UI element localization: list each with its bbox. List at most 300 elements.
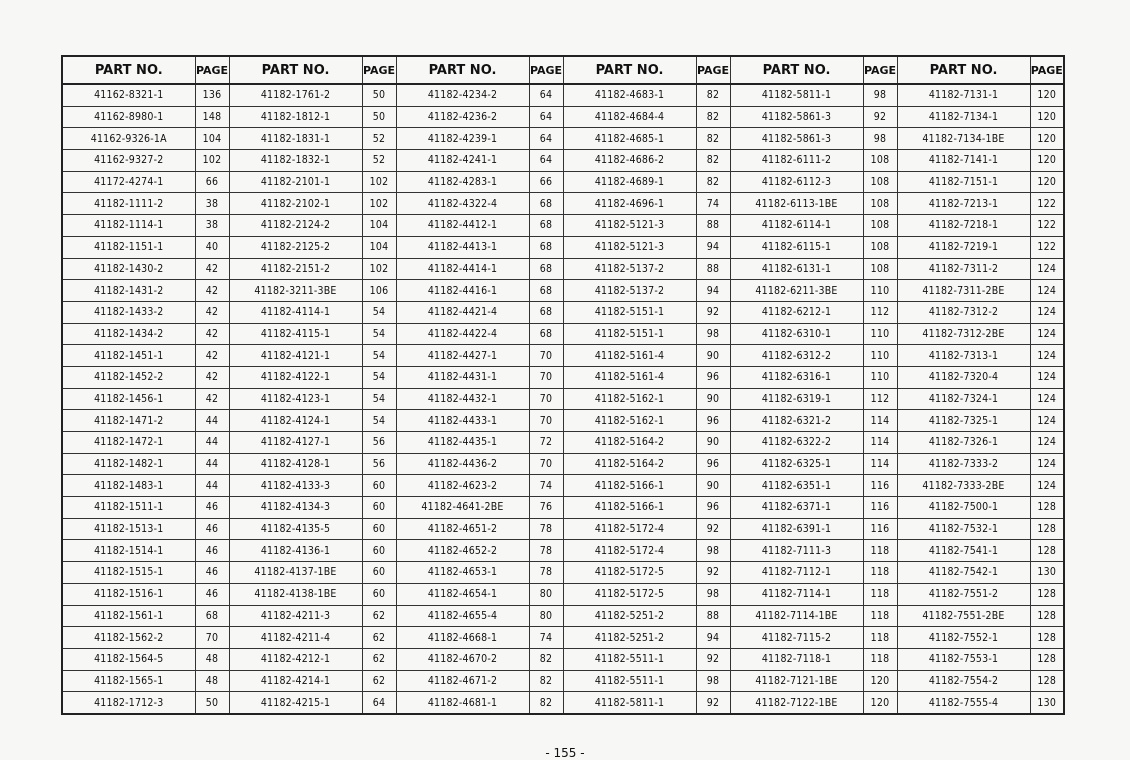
page-cell: 46 — [195, 562, 229, 584]
page-cell: 114 — [863, 410, 897, 432]
part-no-cell: 41182-6112-3 — [730, 171, 863, 193]
part-no-cell: 41162-9326-1A — [62, 128, 195, 150]
page-column-header: PAGE — [195, 56, 229, 84]
part-no-cell: 41182-6391-1 — [730, 518, 863, 540]
page-cell: 70 — [529, 366, 563, 388]
table-row — [62, 128, 1064, 150]
part-no-cell: 41172-4274-1 — [62, 171, 195, 193]
page-cell: 94 — [696, 627, 730, 649]
part-no-cell: 41182-7333-2BE — [897, 475, 1030, 497]
part-no-cell: 41162-9327-2 — [62, 150, 195, 172]
table-row — [62, 345, 1064, 367]
page-cell: 102 — [362, 258, 396, 280]
page-cell: 96 — [696, 453, 730, 475]
part-no-cell: 41182-7326-1 — [897, 432, 1030, 454]
page-cell: 124 — [1030, 258, 1064, 280]
page-cell: 102 — [362, 193, 396, 215]
page-cell: 74 — [529, 475, 563, 497]
part-no-cell: 41182-4128-1 — [229, 453, 362, 475]
page-cell: 128 — [1030, 497, 1064, 519]
part-no-cell: 41182-7112-1 — [730, 562, 863, 584]
table-row — [62, 627, 1064, 649]
table-row — [62, 432, 1064, 454]
page-cell: 88 — [696, 258, 730, 280]
part-no-cell: 41182-4234-2 — [396, 84, 529, 106]
page-cell: 118 — [863, 605, 897, 627]
part-no-cell: 41182-6131-1 — [730, 258, 863, 280]
part-no-cell: 41182-2102-1 — [229, 193, 362, 215]
table-row — [62, 150, 1064, 172]
page-cell: 98 — [696, 540, 730, 562]
part-no-cell: 41182-7134-1 — [897, 106, 1030, 128]
page-cell: 98 — [696, 583, 730, 605]
table-row — [62, 323, 1064, 345]
part-no-cell: 41182-7500-1 — [897, 497, 1030, 519]
page-cell: 60 — [362, 518, 396, 540]
part-no-cell: 41182-7131-1 — [897, 84, 1030, 106]
page-cell: 68 — [529, 258, 563, 280]
part-no-cell: 41182-5811-1 — [730, 84, 863, 106]
part-no-cell: 41182-5251-2 — [563, 605, 696, 627]
page-cell: 94 — [696, 280, 730, 302]
part-no-cell: 41182-5137-2 — [563, 280, 696, 302]
part-no-cell: 41182-7551-2 — [897, 583, 1030, 605]
page-cell: 68 — [529, 236, 563, 258]
part-no-cell: 41182-3211-3BE — [229, 280, 362, 302]
page-cell: 92 — [863, 106, 897, 128]
part-no-cell: 41182-4696-1 — [563, 193, 696, 215]
page-cell: 70 — [529, 410, 563, 432]
page-cell: 90 — [696, 475, 730, 497]
page-cell: 74 — [529, 627, 563, 649]
page-cell: 114 — [863, 453, 897, 475]
part-no-cell: 41182-4211-4 — [229, 627, 362, 649]
page-cell: 78 — [529, 518, 563, 540]
part-no-cell: 41182-5251-2 — [563, 627, 696, 649]
table-row — [62, 366, 1064, 388]
part-no-cell: 41182-7151-1 — [897, 171, 1030, 193]
table-row — [62, 410, 1064, 432]
page-cell: 106 — [362, 280, 396, 302]
part-no-cell: 41182-1433-2 — [62, 301, 195, 323]
part-no-cell: 41182-4670-2 — [396, 648, 529, 670]
part-no-cell: 41182-4685-1 — [563, 128, 696, 150]
part-no-cell: 41182-4416-1 — [396, 280, 529, 302]
part-no-cell: 41182-7312-2 — [897, 301, 1030, 323]
part-no-cell: 41182-1111-2 — [62, 193, 195, 215]
page-cell: 38 — [195, 193, 229, 215]
page-cell: 120 — [1030, 171, 1064, 193]
page-cell: 70 — [195, 627, 229, 649]
part-no-cell: 41182-1513-1 — [62, 518, 195, 540]
page-cell: 128 — [1030, 670, 1064, 692]
page-cell: 54 — [362, 323, 396, 345]
part-no-cell: 41182-1712-3 — [62, 692, 195, 714]
page-cell: 88 — [696, 215, 730, 237]
table-row — [62, 301, 1064, 323]
part-no-cell: 41182-5172-5 — [563, 583, 696, 605]
part-no-cell: 41182-6211-3BE — [730, 280, 863, 302]
page-cell: 128 — [1030, 540, 1064, 562]
page-cell: 64 — [529, 150, 563, 172]
part-no-cell: 41182-5137-2 — [563, 258, 696, 280]
page-cell: 98 — [863, 128, 897, 150]
part-no-cell: 41182-1482-1 — [62, 453, 195, 475]
page-cell: 92 — [696, 648, 730, 670]
page-cell: 110 — [863, 323, 897, 345]
part-no-cell: 41182-4236-2 — [396, 106, 529, 128]
part-no-cell: 41182-4283-1 — [396, 171, 529, 193]
page-cell: 96 — [696, 410, 730, 432]
part-no-cell: 41182-7134-1BE — [897, 128, 1030, 150]
page-cell: 60 — [362, 475, 396, 497]
part-no-cell: 41182-1511-1 — [62, 497, 195, 519]
part-no-cell: 41182-5162-1 — [563, 410, 696, 432]
page-cell: 82 — [696, 128, 730, 150]
page-cell: 44 — [195, 453, 229, 475]
page-cell: 108 — [863, 171, 897, 193]
page-cell: 96 — [696, 497, 730, 519]
part-no-cell: 41182-6111-2 — [730, 150, 863, 172]
part-no-cell: 41182-2101-1 — [229, 171, 362, 193]
table-row — [62, 540, 1064, 562]
page-cell: 42 — [195, 345, 229, 367]
page-cell: 52 — [362, 150, 396, 172]
page-cell: 124 — [1030, 432, 1064, 454]
part-no-cell: 41182-5162-1 — [563, 388, 696, 410]
part-no-cell: 41182-4239-1 — [396, 128, 529, 150]
page-cell: 52 — [362, 128, 396, 150]
page-cell: 108 — [863, 258, 897, 280]
page-cell: 54 — [362, 366, 396, 388]
page-column-header: PAGE — [362, 56, 396, 84]
part-no-cell: 41182-7213-1 — [897, 193, 1030, 215]
part-no-cell: 41182-2124-2 — [229, 215, 362, 237]
part-no-cell: 41182-5151-1 — [563, 301, 696, 323]
page-cell: 98 — [696, 670, 730, 692]
page-cell: 42 — [195, 388, 229, 410]
part-no-cell: 41182-7219-1 — [897, 236, 1030, 258]
page-cell: 120 — [1030, 106, 1064, 128]
part-no-cell: 41182-4427-1 — [396, 345, 529, 367]
page-cell: 66 — [529, 171, 563, 193]
page-cell: 82 — [696, 106, 730, 128]
page-cell: 50 — [362, 84, 396, 106]
table-row — [62, 84, 1064, 106]
page-cell: 62 — [362, 648, 396, 670]
part-no-cell: 41182-4689-1 — [563, 171, 696, 193]
page-cell: 56 — [362, 432, 396, 454]
table-row — [62, 648, 1064, 670]
table-row — [62, 280, 1064, 302]
page-cell: 124 — [1030, 388, 1064, 410]
part-no-cell: 41182-7552-1 — [897, 627, 1030, 649]
part-no-cell: 41182-7325-1 — [897, 410, 1030, 432]
page-cell: 110 — [863, 280, 897, 302]
page-cell: 128 — [1030, 648, 1064, 670]
part-no-cell: 41182-1471-2 — [62, 410, 195, 432]
part-no-cell: 41182-5161-4 — [563, 366, 696, 388]
page-cell: 64 — [529, 106, 563, 128]
part-no-cell: 41182-1451-1 — [62, 345, 195, 367]
table-body — [62, 84, 1064, 714]
part-no-cell: 41182-1114-1 — [62, 215, 195, 237]
part-no-cell: 41182-4122-1 — [229, 366, 362, 388]
part-no-cell: 41182-4436-2 — [396, 453, 529, 475]
part-no-cell: 41182-4138-1BE — [229, 583, 362, 605]
page-cell: 124 — [1030, 366, 1064, 388]
part-no-cell: 41182-6310-1 — [730, 323, 863, 345]
page-cell: 50 — [195, 692, 229, 714]
part-no-cell: 41182-4123-1 — [229, 388, 362, 410]
part-no-cell: 41182-4115-1 — [229, 323, 362, 345]
part-no-cell: 41182-5861-3 — [730, 106, 863, 128]
part-no-cell: 41182-4215-1 — [229, 692, 362, 714]
part-no-cell: 41182-6115-1 — [730, 236, 863, 258]
parts-index-table — [61, 55, 1065, 715]
page-cell: 108 — [863, 236, 897, 258]
page-cell: 128 — [1030, 518, 1064, 540]
part-no-cell: 41182-7111-3 — [730, 540, 863, 562]
part-no-cell: 41182-1561-1 — [62, 605, 195, 627]
page-cell: 108 — [863, 215, 897, 237]
page-cell: 122 — [1030, 193, 1064, 215]
part-no-cell: 41182-1472-1 — [62, 432, 195, 454]
part-no-cell: 41182-5161-4 — [563, 345, 696, 367]
part-no-column-header: PART NO. — [897, 56, 1030, 84]
page-column-header: PAGE — [1030, 56, 1064, 84]
part-no-cell: 41182-1431-2 — [62, 280, 195, 302]
page-cell: 128 — [1030, 605, 1064, 627]
part-no-cell: 41182-4653-1 — [396, 562, 529, 584]
page-cell: 42 — [195, 258, 229, 280]
part-no-cell: 41182-1832-1 — [229, 150, 362, 172]
page-cell: 72 — [529, 432, 563, 454]
page-cell: 62 — [362, 670, 396, 692]
page-cell: 116 — [863, 475, 897, 497]
part-no-cell: 41182-1812-1 — [229, 106, 362, 128]
page-cell: 44 — [195, 432, 229, 454]
part-no-cell: 41182-7312-2BE — [897, 323, 1030, 345]
part-no-cell: 41182-6371-1 — [730, 497, 863, 519]
part-no-cell: 41182-5861-3 — [730, 128, 863, 150]
page-cell: 70 — [529, 345, 563, 367]
page-cell: 56 — [362, 453, 396, 475]
page-cell: 110 — [863, 345, 897, 367]
part-no-cell: 41182-5121-3 — [563, 236, 696, 258]
part-no-cell: 41182-5172-5 — [563, 562, 696, 584]
table-row — [62, 518, 1064, 540]
page-cell: 82 — [696, 150, 730, 172]
page-cell: 46 — [195, 518, 229, 540]
page-cell: 124 — [1030, 453, 1064, 475]
part-no-cell: 41182-4422-4 — [396, 323, 529, 345]
part-no-cell: 41182-2151-2 — [229, 258, 362, 280]
part-no-cell: 41182-4211-3 — [229, 605, 362, 627]
page-cell: 68 — [529, 280, 563, 302]
part-no-cell: 41182-1514-1 — [62, 540, 195, 562]
page-cell: 46 — [195, 540, 229, 562]
page-cell: 54 — [362, 388, 396, 410]
page-cell: 38 — [195, 215, 229, 237]
table-row — [62, 475, 1064, 497]
page-cell: 82 — [696, 84, 730, 106]
part-no-cell: 41182-4212-1 — [229, 648, 362, 670]
part-no-cell: 41182-4133-3 — [229, 475, 362, 497]
page-cell: 92 — [696, 518, 730, 540]
page-cell: 102 — [362, 171, 396, 193]
page-cell: 74 — [696, 193, 730, 215]
table-row — [62, 193, 1064, 215]
part-no-cell: 41182-4435-1 — [396, 432, 529, 454]
part-no-cell: 41182-7333-2 — [897, 453, 1030, 475]
part-no-cell: 41182-7554-2 — [897, 670, 1030, 692]
page-cell: 64 — [529, 128, 563, 150]
part-no-cell: 41182-4414-1 — [396, 258, 529, 280]
page-cell: 120 — [863, 692, 897, 714]
page-cell: 42 — [195, 323, 229, 345]
page-cell: 62 — [362, 605, 396, 627]
part-no-cell: 41182-6319-1 — [730, 388, 863, 410]
part-no-cell: 41182-4432-1 — [396, 388, 529, 410]
page-cell: 46 — [195, 583, 229, 605]
page-cell: 128 — [1030, 627, 1064, 649]
page-cell: 104 — [362, 215, 396, 237]
table-row — [62, 106, 1064, 128]
part-no-cell: 41182-4431-1 — [396, 366, 529, 388]
page-cell: 60 — [362, 497, 396, 519]
part-no-column-header: PART NO. — [62, 56, 195, 84]
part-no-cell: 41182-5172-4 — [563, 540, 696, 562]
page-cell: 60 — [362, 562, 396, 584]
part-no-cell: 41162-8980-1 — [62, 106, 195, 128]
part-no-cell: 41182-7122-1BE — [730, 692, 863, 714]
page-cell: 82 — [529, 670, 563, 692]
page-cell: 118 — [863, 540, 897, 562]
part-no-cell: 41182-6114-1 — [730, 215, 863, 237]
page-cell: 118 — [863, 583, 897, 605]
part-no-cell: 41182-7114-1 — [730, 583, 863, 605]
part-no-cell: 41182-4127-1 — [229, 432, 362, 454]
page-cell: 118 — [863, 562, 897, 584]
page-cell: 60 — [362, 540, 396, 562]
part-no-cell: 41182-4668-1 — [396, 627, 529, 649]
page-cell: 62 — [362, 627, 396, 649]
page-cell: 114 — [863, 432, 897, 454]
part-no-cell: 41182-5511-1 — [563, 670, 696, 692]
page-cell: 90 — [696, 345, 730, 367]
part-no-cell: 41182-7141-1 — [897, 150, 1030, 172]
page-cell: 48 — [195, 670, 229, 692]
page-cell: 82 — [529, 692, 563, 714]
page-cell: 54 — [362, 301, 396, 323]
table-row — [62, 497, 1064, 519]
part-no-column-header: PART NO. — [396, 56, 529, 84]
part-no-cell: 41182-4135-5 — [229, 518, 362, 540]
part-no-cell: 41182-4136-1 — [229, 540, 362, 562]
part-no-cell: 41182-4421-4 — [396, 301, 529, 323]
page-cell: 92 — [696, 692, 730, 714]
part-no-cell: 41182-4241-1 — [396, 150, 529, 172]
table-header — [62, 56, 1064, 84]
part-no-cell: 41182-1515-1 — [62, 562, 195, 584]
page-cell: 68 — [529, 215, 563, 237]
page-cell: 78 — [529, 562, 563, 584]
part-no-cell: 41182-5172-4 — [563, 518, 696, 540]
page-cell: 60 — [362, 583, 396, 605]
part-no-cell: 41182-6316-1 — [730, 366, 863, 388]
part-no-cell: 41182-6321-2 — [730, 410, 863, 432]
table-row — [62, 215, 1064, 237]
page-cell: 124 — [1030, 323, 1064, 345]
page-cell: 96 — [696, 366, 730, 388]
page-cell: 128 — [1030, 583, 1064, 605]
page-cell: 80 — [529, 605, 563, 627]
page-cell: 94 — [696, 236, 730, 258]
part-no-cell: 41182-4655-4 — [396, 605, 529, 627]
page-cell: 104 — [362, 236, 396, 258]
part-no-cell: 41182-4652-2 — [396, 540, 529, 562]
page-cell: 108 — [863, 193, 897, 215]
page-cell: 98 — [696, 323, 730, 345]
part-no-cell: 41182-1562-2 — [62, 627, 195, 649]
page-cell: 120 — [863, 670, 897, 692]
page-cell: 54 — [362, 345, 396, 367]
part-no-cell: 41182-4433-1 — [396, 410, 529, 432]
part-no-cell: 41182-5121-3 — [563, 215, 696, 237]
page-cell: 118 — [863, 627, 897, 649]
page-cell: 76 — [529, 497, 563, 519]
part-no-column-header: PART NO. — [730, 56, 863, 84]
page-cell: 54 — [362, 410, 396, 432]
page-cell: 42 — [195, 280, 229, 302]
page-cell: 124 — [1030, 345, 1064, 367]
page-cell: 90 — [696, 388, 730, 410]
page-cell: 116 — [863, 497, 897, 519]
part-no-cell: 41182-4684-4 — [563, 106, 696, 128]
part-no-cell: 41182-6322-2 — [730, 432, 863, 454]
table-row — [62, 236, 1064, 258]
part-no-cell: 41182-4671-2 — [396, 670, 529, 692]
page-cell: 120 — [1030, 84, 1064, 106]
part-no-cell: 41182-7115-2 — [730, 627, 863, 649]
part-no-cell: 41182-1430-2 — [62, 258, 195, 280]
part-no-cell: 41182-7324-1 — [897, 388, 1030, 410]
part-no-cell: 41182-2125-2 — [229, 236, 362, 258]
part-no-cell: 41182-4121-1 — [229, 345, 362, 367]
part-no-cell: 41182-5511-1 — [563, 648, 696, 670]
part-no-cell: 41182-6351-1 — [730, 475, 863, 497]
page-cell: 148 — [195, 106, 229, 128]
part-no-cell: 41182-7553-1 — [897, 648, 1030, 670]
table-row — [62, 605, 1064, 627]
page-cell: 92 — [696, 301, 730, 323]
part-no-cell: 41182-7551-2BE — [897, 605, 1030, 627]
part-no-cell: 41182-1151-1 — [62, 236, 195, 258]
part-no-cell: 41182-4641-2BE — [396, 497, 529, 519]
page-cell: 82 — [529, 648, 563, 670]
table-row — [62, 453, 1064, 475]
part-no-cell: 41182-4134-3 — [229, 497, 362, 519]
part-no-column-header: PART NO. — [229, 56, 362, 84]
page-cell: 66 — [195, 171, 229, 193]
page-cell: 116 — [863, 518, 897, 540]
page-cell: 124 — [1030, 301, 1064, 323]
page-number: - 155 - — [545, 746, 585, 760]
page-cell: 40 — [195, 236, 229, 258]
part-no-cell: 41182-1761-2 — [229, 84, 362, 106]
part-no-cell: 41182-5164-2 — [563, 432, 696, 454]
